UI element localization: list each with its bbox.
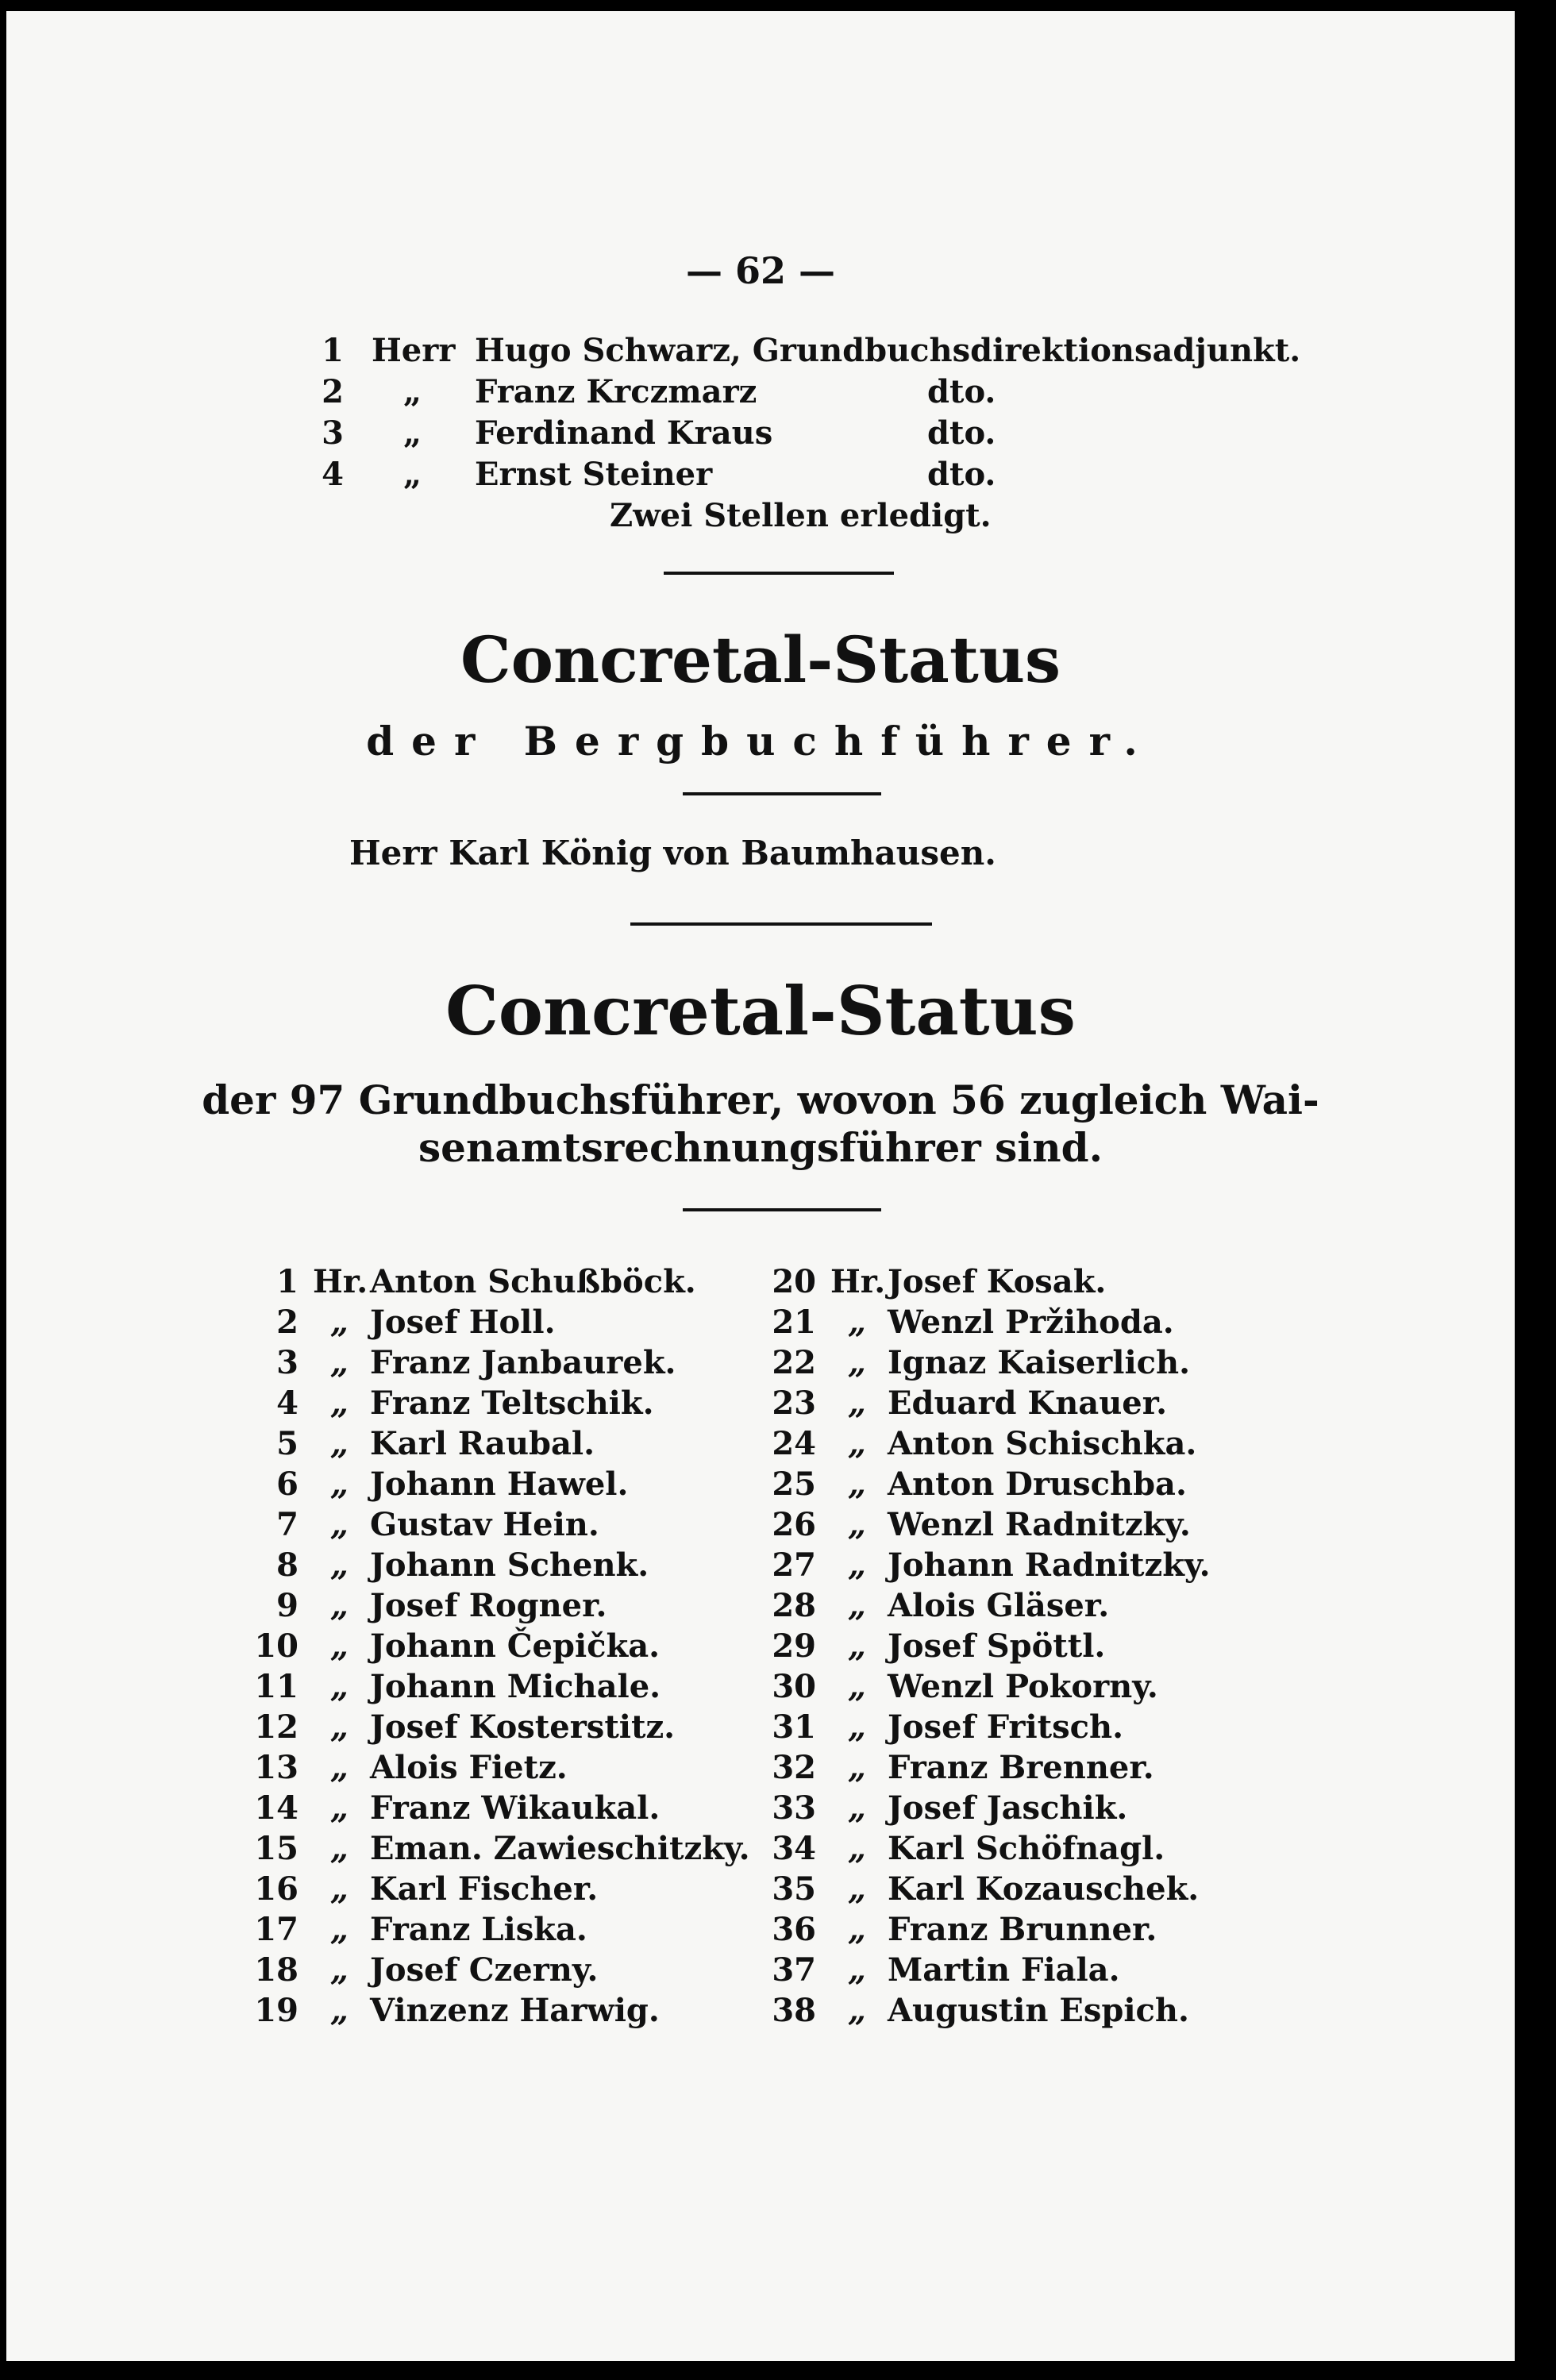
list-item-prefix: „ [848, 1708, 867, 1746]
list-item-prefix: „ [330, 1708, 349, 1746]
list-item-prefix: „ [848, 1992, 867, 2029]
list-item-number: 7 [276, 1506, 298, 1543]
list-item-prefix: „ [330, 1304, 349, 1341]
list-item-prefix: „ [330, 1668, 349, 1705]
row-note: dto. [927, 456, 996, 493]
list-item-prefix: Hr. [830, 1263, 886, 1300]
list-item-prefix: „ [848, 1425, 867, 1462]
list-item-number: 2 [276, 1304, 298, 1341]
page-edge [1515, 11, 1556, 2380]
list-item-number: 10 [254, 1627, 298, 1665]
list-item-prefix: „ [330, 1789, 349, 1827]
list-item-number: 26 [772, 1506, 816, 1543]
list-item-number: 35 [772, 1870, 816, 1908]
list-item-prefix: „ [330, 1992, 349, 2029]
list-item-number: 25 [772, 1465, 816, 1503]
list-item-prefix: „ [848, 1506, 867, 1543]
list-item-prefix: „ [848, 1911, 867, 1948]
section-subtitle: der Bergbuchführer. [366, 718, 1155, 764]
section-title: Concretal-Status [460, 622, 1061, 697]
list-item-prefix: „ [848, 1627, 867, 1665]
row-prefix: „ [403, 373, 422, 410]
row-prefix: „ [403, 456, 422, 493]
list-item-name: Franz Janbaurek. [370, 1344, 676, 1381]
list-item-name: Karl Raubal. [370, 1425, 595, 1462]
list-item-name: Franz Wikaukal. [370, 1789, 661, 1827]
list-item-name: Vinzenz Harwig. [370, 1992, 660, 2029]
list-item-prefix: „ [330, 1465, 349, 1503]
list-item-name: Alois Gläser. [888, 1587, 1110, 1624]
list-item-number: 3 [276, 1344, 298, 1381]
row-note: dto. [927, 414, 996, 452]
list-item-prefix: „ [848, 1546, 867, 1584]
list-item-prefix: „ [330, 1506, 349, 1543]
list-item-name: Franz Teltschik. [370, 1384, 654, 1422]
list-item-number: 15 [254, 1830, 298, 1867]
list-item-name: Johann Schenk. [370, 1546, 649, 1584]
list-item-name: Ignaz Kaiserlich. [888, 1344, 1190, 1381]
list-item-name: Wenzl Pokorny. [888, 1668, 1158, 1705]
list-item-prefix: „ [848, 1344, 867, 1381]
list-item-number: 24 [772, 1425, 816, 1462]
list-item-number: 31 [772, 1708, 816, 1746]
list-item-name: Eman. Zawieschitzky. [370, 1830, 750, 1867]
list-item-name: Franz Liska. [370, 1911, 587, 1948]
list-item-number: 36 [772, 1911, 816, 1948]
list-item-name: Anton Schischka. [888, 1425, 1197, 1462]
list-item-number: 23 [772, 1384, 816, 1422]
document-page [6, 11, 1515, 2361]
list-item-name: Anton Schußböck. [370, 1263, 696, 1300]
list-item-number: 33 [772, 1789, 816, 1827]
list-item-number: 17 [254, 1911, 298, 1948]
list-item-prefix: „ [848, 1587, 867, 1624]
row-name: Ernst Steiner [475, 456, 713, 493]
section-subtitle-line2: senamtsrechnungsführer sind. [418, 1124, 1103, 1171]
list-item-number: 1 [276, 1263, 298, 1300]
page-number: — 62 — [685, 249, 836, 292]
list-item-name: Gustav Hein. [370, 1506, 599, 1543]
list-item-number: 27 [772, 1546, 816, 1584]
list-item-prefix: „ [848, 1789, 867, 1827]
list-item-name: Josef Holl. [370, 1304, 556, 1341]
row-prefix: Herr [372, 332, 456, 369]
list-item-prefix: „ [848, 1749, 867, 1786]
section-entry: Herr Karl König von Baumhausen. [349, 834, 996, 872]
row-number: 3 [322, 414, 344, 452]
list-item-prefix: „ [330, 1951, 349, 1989]
list-item-number: 37 [772, 1951, 816, 1989]
row-number: 1 [322, 332, 344, 369]
list-item-number: 19 [254, 1992, 298, 2029]
row-name: Franz Krczmarz [475, 373, 757, 410]
list-item-prefix: Hr. [313, 1263, 368, 1300]
row-name: Hugo Schwarz, Grundbuchsdirektionsadjunkt. [475, 332, 1301, 369]
list-item-name: Josef Czerny. [370, 1951, 599, 1989]
section-title: Concretal-Status [445, 972, 1076, 1050]
list-item-name: Martin Fiala. [888, 1951, 1120, 1989]
list-item-number: 22 [772, 1344, 816, 1381]
list-item-name: Alois Fietz. [370, 1749, 568, 1786]
list-item-prefix: „ [848, 1304, 867, 1341]
list-item-name: Josef Jaschik. [888, 1789, 1128, 1827]
list-item-number: 20 [772, 1263, 816, 1300]
list-item-name: Johann Michale. [370, 1668, 661, 1705]
list-item-prefix: „ [848, 1465, 867, 1503]
section-subtitle-line1: der 97 Grundbuchsführer, wovon 56 zugleich Wai- [202, 1076, 1319, 1123]
row-name: Ferdinand Kraus [475, 414, 773, 452]
list-item-name: Franz Brenner. [888, 1749, 1154, 1786]
list-item-number: 34 [772, 1830, 816, 1867]
row-prefix: „ [403, 414, 422, 452]
list-item-prefix: „ [848, 1668, 867, 1705]
list-item-number: 9 [276, 1587, 298, 1624]
list-item-number: 18 [254, 1951, 298, 1989]
list-item-prefix: „ [848, 1384, 867, 1422]
row-number: 2 [322, 373, 344, 410]
list-item-number: 32 [772, 1749, 816, 1786]
list-item-prefix: „ [330, 1425, 349, 1462]
list-item-prefix: „ [330, 1546, 349, 1584]
list-item-number: 12 [254, 1708, 298, 1746]
list-item-name: Karl Schöfnagl. [888, 1830, 1165, 1867]
list-item-name: Johann Hawel. [370, 1465, 629, 1503]
list-item-prefix: „ [848, 1951, 867, 1989]
divider [683, 1208, 881, 1211]
list-item-name: Johann Radnitzky. [888, 1546, 1211, 1584]
list-item-prefix: „ [330, 1830, 349, 1867]
list-item-number: 38 [772, 1992, 816, 2029]
list-item-number: 21 [772, 1304, 816, 1341]
list-item-prefix: „ [330, 1627, 349, 1665]
list-item-prefix: „ [848, 1830, 867, 1867]
divider [683, 792, 881, 795]
divider [630, 922, 932, 926]
list-item-number: 11 [254, 1668, 298, 1705]
list-item-prefix: „ [848, 1870, 867, 1908]
divider [664, 572, 894, 575]
list-item-prefix: „ [330, 1344, 349, 1381]
list-item-prefix: „ [330, 1749, 349, 1786]
list-item-number: 14 [254, 1789, 298, 1827]
list-item-number: 4 [276, 1384, 298, 1422]
list-item-name: Karl Fischer. [370, 1870, 599, 1908]
row-number: 4 [322, 456, 344, 493]
list-item-name: Anton Druschba. [888, 1465, 1187, 1503]
list-item-number: 5 [276, 1425, 298, 1462]
list-item-name: Josef Kosak. [888, 1263, 1107, 1300]
list-item-prefix: „ [330, 1384, 349, 1422]
row-note: dto. [927, 373, 996, 410]
list-item-name: Augustin Espich. [888, 1992, 1189, 2029]
list-item-prefix: „ [330, 1911, 349, 1948]
list-item-name: Josef Rogner. [370, 1587, 607, 1624]
list-item-number: 8 [276, 1546, 298, 1584]
list-item-number: 28 [772, 1587, 816, 1624]
vacancy-note: Zwei Stellen erledigt. [610, 497, 992, 534]
list-item-name: Franz Brunner. [888, 1911, 1157, 1948]
list-item-name: Josef Spöttl. [888, 1627, 1106, 1665]
list-item-name: Josef Fritsch. [888, 1708, 1124, 1746]
list-item-number: 6 [276, 1465, 298, 1503]
list-item-number: 29 [772, 1627, 816, 1665]
list-item-number: 30 [772, 1668, 816, 1705]
list-item-name: Johann Čepička. [370, 1627, 661, 1665]
list-item-prefix: „ [330, 1870, 349, 1908]
list-item-name: Wenzl Pržihoda. [888, 1304, 1174, 1341]
list-item-prefix: „ [330, 1587, 349, 1624]
list-item-name: Eduard Knauer. [888, 1384, 1168, 1422]
list-item-number: 16 [254, 1870, 298, 1908]
list-item-name: Karl Kozauschek. [888, 1870, 1200, 1908]
list-item-name: Wenzl Radnitzky. [888, 1506, 1191, 1543]
list-item-name: Josef Kosterstitz. [370, 1708, 676, 1746]
list-item-number: 13 [254, 1749, 298, 1786]
